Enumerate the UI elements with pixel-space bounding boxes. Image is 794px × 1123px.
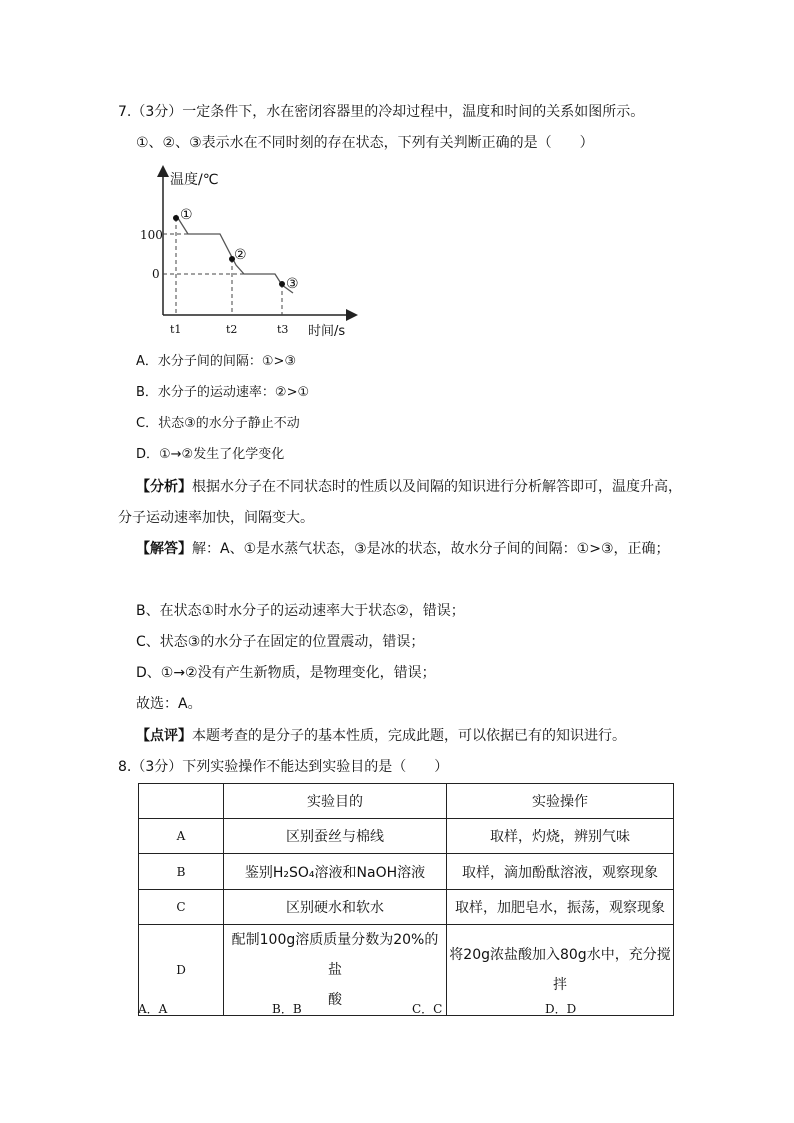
y-tick-100: 100: [140, 228, 163, 242]
row-purpose-line2: 酸: [328, 992, 342, 1008]
choice-b[interactable]: B．B: [272, 1002, 302, 1016]
option-c[interactable]: C．状态③的水分子静止不动: [136, 416, 300, 431]
answer-text: 解：A、①是水蒸气状态，③是冰的状态，故水分子间的间隔：①>③，正确；: [192, 541, 670, 557]
option-a[interactable]: A．水分子间的间隔：①>③: [136, 354, 297, 369]
experiment-table: [138, 783, 674, 1016]
row-purpose: 鉴别H₂SO₄溶液和NaOH溶液: [224, 854, 447, 890]
comment: [136, 726, 626, 746]
answer-tag: 【解答】: [136, 541, 192, 557]
choice-d[interactable]: D．D: [545, 1002, 577, 1016]
header-purpose: 实验目的: [224, 784, 447, 819]
row-operation: 取样，滴加酚酞溶液，观察现象: [447, 854, 674, 890]
row-purpose: 区别硬水和软水: [224, 890, 447, 925]
option-d[interactable]: D．①→②发生了化学变化: [136, 447, 285, 462]
point-1-label: ①: [180, 207, 193, 223]
comment-text: 本题考查的是分子的基本性质，完成此题，可以依据已有的知识进行。: [192, 728, 626, 744]
row-purpose-line1: 配制100g溶质质量分数为20%的盐: [231, 932, 439, 978]
row-label: B: [139, 854, 224, 890]
row-operation-line1: 将20g浓盐酸加入80g水中，充分搅: [449, 947, 671, 963]
point-3: [279, 281, 285, 287]
row-purpose: 区别蚕丝与棉线: [224, 819, 447, 854]
question-7-stem: 7.（3分）一定条件下，水在密闭容器里的冷却过程中，温度和时间的关系如图所示。: [118, 104, 645, 120]
analysis-tag: 【分析】: [136, 479, 192, 495]
table-row: [139, 890, 674, 925]
answer-d: D、①→②没有产生新物质，是物理变化，错误；: [136, 665, 436, 681]
answer-c: C、状态③的水分子在固定的位置震动，错误；: [136, 634, 425, 650]
comment-tag: 【点评】: [136, 728, 192, 744]
table-header-row: [139, 784, 674, 819]
row-label: A: [139, 819, 224, 854]
question-7-stem-line2: ①、②、③表示水在不同时刻的存在状态，下列有关判断正确的是（ ）: [136, 135, 594, 151]
header-empty: [139, 784, 224, 819]
analysis: [136, 477, 682, 497]
answer-b: B、在状态①时水分子的运动速率大于状态②，错误；: [136, 603, 465, 619]
y-axis-label: 温度/℃: [170, 172, 219, 188]
analysis-line2: 分子运动速率加快，间隔变大。: [118, 510, 314, 526]
x-tick-t2: t2: [226, 323, 238, 336]
x-axis-label: 时间/s: [308, 324, 346, 339]
question-8-stem: 8.（3分）下列实验操作不能达到实验目的是（ ）: [118, 759, 449, 775]
x-tick-t1: t1: [170, 323, 182, 336]
answer: [136, 539, 670, 559]
analysis-text: 根据水分子在不同状态时的性质以及间隔的知识进行分析解答即可，温度升高，: [192, 479, 682, 495]
choice-c[interactable]: C．C: [412, 1002, 443, 1016]
option-b[interactable]: B．水分子的运动速率：②>①: [136, 385, 310, 400]
row-operation: 取样，加肥皂水，振荡，观察现象: [447, 890, 674, 925]
row-label: C: [139, 890, 224, 925]
row-label: D: [139, 925, 224, 1016]
y-tick-0: 0: [152, 267, 160, 281]
point-3-label: ③: [286, 276, 299, 292]
row-operation: 取样，灼烧，辨别气味: [447, 819, 674, 854]
header-operation: 实验操作: [447, 784, 674, 819]
choice-a[interactable]: A．A: [138, 1002, 168, 1016]
point-2-label: ②: [234, 247, 247, 263]
temperature-time-chart: [140, 165, 365, 345]
point-1: [173, 215, 179, 221]
table-row: [139, 925, 674, 1016]
table-row: [139, 819, 674, 854]
row-operation-line2: 拌: [553, 977, 567, 993]
x-tick-t3: t3: [277, 323, 289, 336]
answer-choose: 故选：A。: [136, 696, 202, 712]
table-row: [139, 854, 674, 890]
